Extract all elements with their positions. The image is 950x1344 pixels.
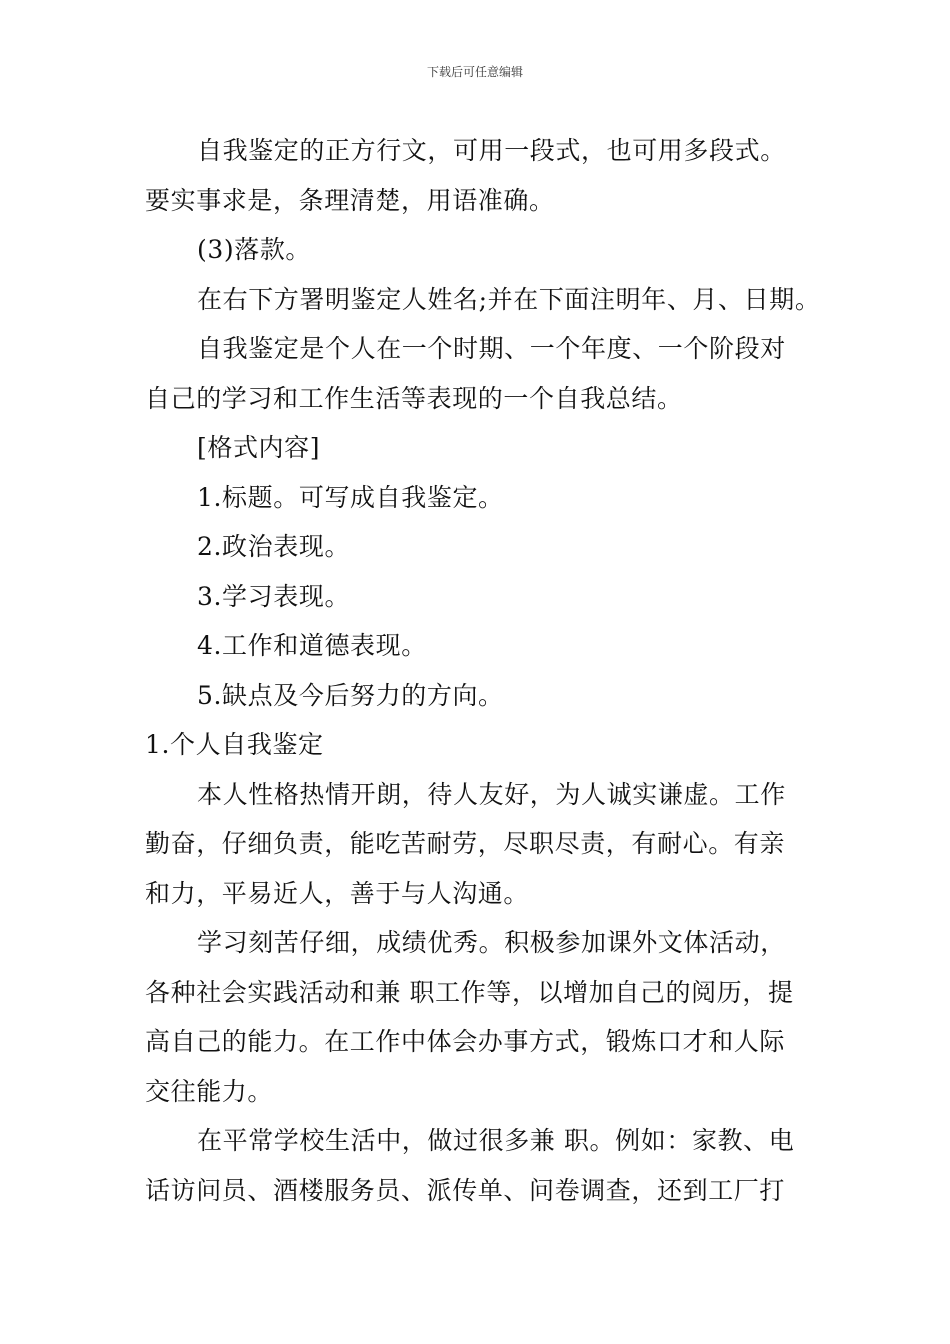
body-line: 高自己的能力。在工作中体会办事方式，锻炼口才和人际: [145, 1027, 786, 1056]
body-line: 各种社会实践活动和兼 职工作等，以增加自己的阅历，提: [145, 977, 794, 1007]
body-line: 自我鉴定的正方行文，可用一段式，也可用多段式。: [197, 136, 786, 165]
body-line: 1.标题。可写成自我鉴定。: [197, 482, 504, 512]
body-line: 自我鉴定是个人在一个时期、一个年度、一个阶段对: [197, 334, 786, 363]
body-line: 要实事求是，条理清楚，用语准确。: [145, 185, 555, 215]
body-line: 话访问员、酒楼服务员、派传单、问卷调查，还到工厂打: [145, 1175, 786, 1205]
body-line: 5.缺点及今后努力的方向。: [197, 680, 504, 710]
body-line: 本人性格热情开朗，待人友好，为人诚实谦虚。工作: [197, 779, 786, 809]
body-line: 和力，平易近人，善于与人沟通。: [145, 878, 530, 908]
document-body: [145, 126, 821, 1215]
section-heading: 1.个人自我鉴定: [145, 730, 324, 759]
body-line: (3)落款。: [197, 235, 312, 264]
body-line: 2.政治表现。: [197, 532, 351, 561]
body-line: 3.学习表现。: [197, 581, 351, 611]
body-line: 在平常学校生活中，做过很多兼 职。例如：家教、电: [197, 1126, 795, 1155]
body-line: 4.工作和道德表现。: [197, 631, 427, 660]
body-line: 自己的学习和工作生活等表现的一个自我总结。: [145, 383, 683, 413]
body-line: 交往能力。: [145, 1076, 274, 1106]
page-header: 下载后可任意编辑: [426, 65, 523, 79]
body-line: [格式内容]: [197, 433, 321, 462]
body-line: 勤奋，仔细负责，能吃苦耐劳，尽职尽责，有耐心。有亲: [145, 829, 786, 858]
body-line: 在右下方署明鉴定人姓名;并在下面注明年、月、日期。: [197, 284, 821, 314]
body-line: 学习刻苦仔细，成绩优秀。积极参加课外文体活动，: [197, 928, 786, 957]
